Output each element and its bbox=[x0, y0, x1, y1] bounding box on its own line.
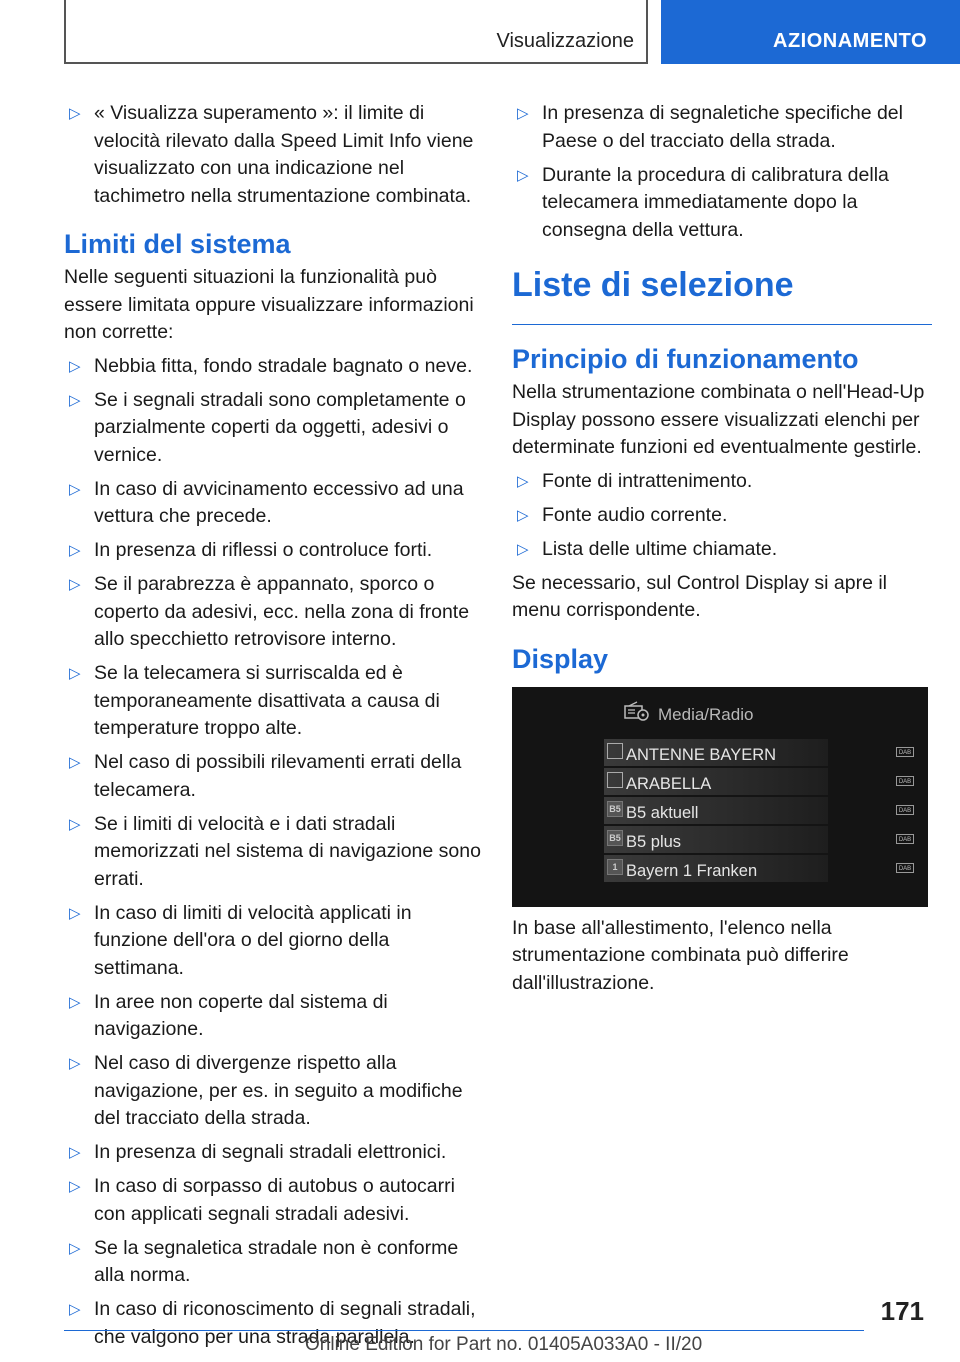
list-item bbox=[64, 353, 484, 381]
triangle-bullet-icon: ▷ bbox=[69, 576, 81, 593]
dab-badge: DAB bbox=[896, 805, 914, 815]
list-item-text: Fonte audio corrente. bbox=[542, 503, 728, 526]
list-item-text: Durante la procedura di calibratura della telecamera immediatamente dopo la consegna della vettura. bbox=[542, 163, 889, 241]
list-item bbox=[64, 989, 484, 1044]
triangle-bullet-icon: ▷ bbox=[69, 993, 81, 1011]
triangle-bullet-icon: ▷ bbox=[69, 1301, 81, 1318]
list-item-text: In presenza di riflessi o controluce forti. bbox=[94, 539, 433, 561]
continued-bullet-list bbox=[512, 100, 932, 244]
list-item bbox=[64, 1173, 484, 1228]
triangle-bullet-icon: ▷ bbox=[517, 506, 529, 524]
list-item-text: Se i segnali stradali sono completamente o parzialmente coperti da oggetti, adesivi o vernice. bbox=[94, 388, 466, 466]
triangle-bullet-icon: ▷ bbox=[69, 1144, 81, 1161]
list-item bbox=[64, 100, 484, 210]
list-item-text: Fonte di intrattenimento. bbox=[542, 469, 753, 492]
list-item bbox=[512, 162, 932, 245]
system-limits-heading: Limiti del sistema bbox=[64, 229, 291, 259]
list-item bbox=[64, 900, 484, 983]
list-item bbox=[64, 476, 484, 531]
station-row[interactable] bbox=[604, 797, 912, 824]
triangle-bullet-icon: ▷ bbox=[69, 391, 81, 409]
list-item-text: Lista delle ultime chiamate. bbox=[542, 537, 778, 560]
list-item bbox=[64, 387, 484, 470]
triangle-bullet-icon: ▷ bbox=[69, 754, 81, 771]
station-logo-icon: 1 bbox=[607, 859, 623, 875]
list-item bbox=[512, 536, 932, 564]
list-item bbox=[64, 660, 484, 743]
list-item-text: Se i limiti di velocità e i dati stradali memorizzati nel sistema di navigazione sono errati. bbox=[94, 812, 481, 890]
list-item-text: Nebbia fitta, fondo stradale bagnato o neve. bbox=[94, 354, 473, 377]
right-column bbox=[512, 100, 932, 1003]
list-item bbox=[64, 1050, 484, 1133]
list-item-text: Se il parabrezza è appannato, sporco o coperto da adesivi, ecc. nella zona di fronte allo specchietto retrovisore interno. bbox=[94, 573, 470, 650]
dab-badge: DAB bbox=[896, 834, 914, 844]
list-item bbox=[512, 100, 932, 155]
triangle-bullet-icon: ▷ bbox=[69, 105, 81, 122]
station-name: B5 aktuell bbox=[626, 803, 699, 822]
header-chapter-tab bbox=[661, 0, 960, 64]
dab-badge: DAB bbox=[896, 747, 914, 757]
page-number: 171 bbox=[880, 1296, 924, 1326]
list-item bbox=[512, 468, 932, 496]
list-item-text: In aree non coperte dal sistema di navigazione. bbox=[94, 990, 388, 1040]
triangle-bullet-icon: ▷ bbox=[69, 480, 81, 498]
left-column bbox=[64, 100, 484, 1358]
list-item bbox=[64, 1139, 484, 1167]
triangle-bullet-icon: ▷ bbox=[69, 815, 81, 833]
selection-lists-heading: Liste di selezione bbox=[512, 260, 932, 325]
list-item bbox=[64, 811, 484, 894]
chapter-title: AZIONAMENTO bbox=[773, 30, 928, 52]
dab-badge: DAB bbox=[896, 776, 914, 786]
list-item-text: In caso di sorpasso di autobus o autocarri con applicati segnali stradali adesivi. bbox=[94, 1175, 455, 1225]
principle-bullet-list bbox=[512, 468, 932, 564]
triangle-bullet-icon: ▷ bbox=[69, 665, 81, 682]
station-row[interactable] bbox=[604, 739, 912, 766]
list-item-text: Se la segnaletica stradale non è conforme alla norma. bbox=[94, 1236, 459, 1286]
station-name: ARABELLA bbox=[626, 774, 712, 793]
list-item-text: Nel caso di divergenze rispetto alla navigazione, per es. in seguito a modifiche del tracciato della strada. bbox=[94, 1052, 463, 1129]
list-item bbox=[512, 502, 932, 530]
list-item bbox=[64, 749, 484, 804]
dab-badge: DAB bbox=[896, 863, 914, 873]
triangle-bullet-icon: ▷ bbox=[69, 357, 81, 375]
triangle-bullet-icon: ▷ bbox=[517, 105, 529, 122]
list-item bbox=[64, 1235, 484, 1290]
triangle-bullet-icon: ▷ bbox=[69, 1178, 81, 1195]
principle-heading: Principio di funzionamento bbox=[512, 344, 859, 374]
triangle-bullet-icon: ▷ bbox=[69, 904, 81, 922]
media-radio-screenshot bbox=[512, 687, 928, 907]
system-limits-list bbox=[64, 353, 484, 1352]
triangle-bullet-icon: ▷ bbox=[69, 1239, 81, 1257]
station-row[interactable] bbox=[604, 768, 912, 795]
list-item-text: In presenza di segnali stradali elettronici. bbox=[94, 1141, 447, 1163]
screen-title: Media/Radio bbox=[658, 704, 754, 724]
list-item-text: « Visualizza superamento »: il limite di velocità rilevato dalla Speed Limit Info viene visualizzato con una indicazione nel tachimetro nella strumentazione combinata. bbox=[94, 102, 474, 207]
triangle-bullet-icon: ▷ bbox=[69, 542, 81, 559]
station-logo-icon: B5 bbox=[607, 801, 623, 817]
header-section-tab bbox=[64, 0, 648, 64]
list-item bbox=[64, 537, 484, 565]
triangle-bullet-icon: ▷ bbox=[69, 1055, 81, 1072]
list-item-text: In caso di avvicinamento eccessivo ad una vettura che precede. bbox=[94, 477, 464, 527]
section-title: Visualizzazione bbox=[496, 30, 634, 52]
station-name: ANTENNE BAYERN bbox=[626, 745, 777, 764]
list-item bbox=[64, 571, 484, 654]
display-caption: In base all'allestimento, l'elenco nella strumentazione combinata può differire dall'illustrazione. bbox=[512, 916, 849, 994]
station-logo-icon: B5 bbox=[607, 830, 623, 846]
principle-intro: Nella strumentazione combinata o nell'Head-Up Display possono essere visualizzati elenchi per determinate funzioni ed eventualmente gestirle. bbox=[512, 381, 925, 458]
checkbox-icon bbox=[607, 743, 623, 759]
station-row[interactable] bbox=[604, 826, 912, 853]
station-row[interactable] bbox=[604, 855, 912, 882]
edition-text: Online Edition for Part no. 01405A033A0 - II/20 bbox=[305, 1334, 703, 1355]
list-item-text: Se la telecamera si surriscalda ed è temporaneamente disattivata a causa di temperature troppo alte. bbox=[94, 662, 440, 739]
checkbox-icon bbox=[607, 772, 623, 788]
system-limits-intro: Nelle seguenti situazioni la funzionalità può essere limitata oppure visualizzare informazioni non corrette: bbox=[64, 266, 474, 343]
principle-note: Se necessario, sul Control Display si apre il menu corrispondente. bbox=[512, 571, 887, 621]
list-item-text: In caso di riconoscimento di segnali stradali, che valgono per una strada parallela. bbox=[94, 1298, 476, 1348]
list-item-text: In caso di limiti di velocità applicati in funzione dell'ora o del giorno della settimana. bbox=[94, 901, 412, 979]
display-heading: Display bbox=[512, 643, 609, 674]
intro-bullet-list bbox=[64, 100, 484, 210]
radio-icon bbox=[624, 701, 650, 721]
list-item-text: Nel caso di possibili rilevamenti errati della telecamera. bbox=[94, 751, 462, 801]
list-item-text: In presenza di segnaletiche specifiche del Paese o del tracciato della strada. bbox=[542, 102, 903, 152]
triangle-bullet-icon: ▷ bbox=[517, 166, 529, 184]
station-name: Bayern 1 Franken bbox=[626, 861, 758, 880]
station-name: B5 plus bbox=[626, 832, 682, 851]
station-list bbox=[604, 739, 912, 884]
footer-divider bbox=[64, 1330, 864, 1331]
triangle-bullet-icon: ▷ bbox=[517, 472, 529, 490]
triangle-bullet-icon: ▷ bbox=[517, 540, 529, 558]
